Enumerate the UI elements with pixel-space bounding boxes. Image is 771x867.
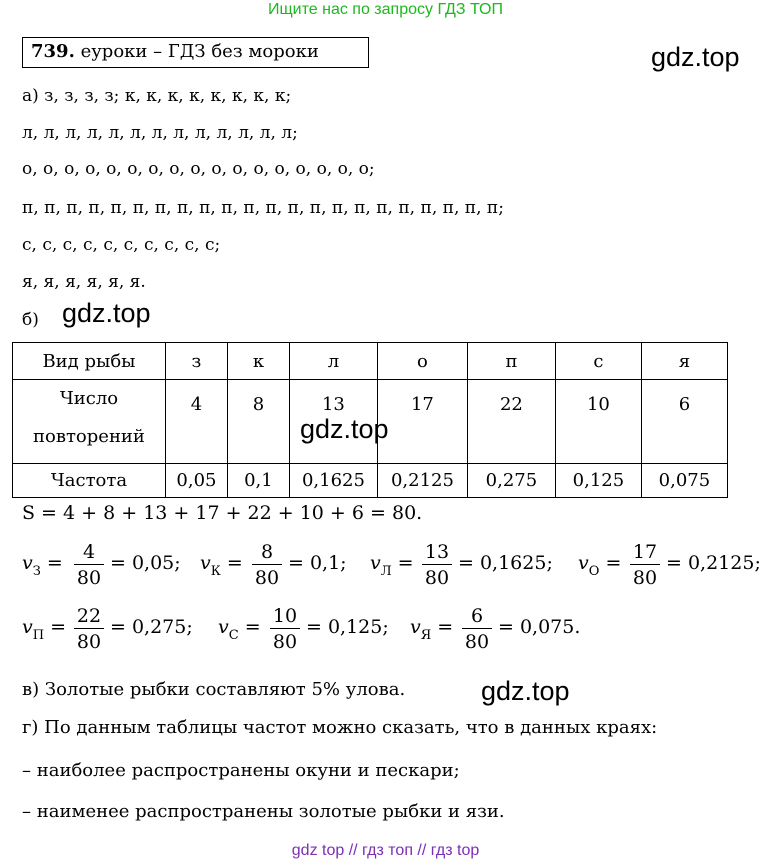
equals-sign: = <box>431 616 454 638</box>
fraction <box>630 540 660 591</box>
watermark: gdz.top <box>481 676 570 706</box>
variable-symbol: v <box>22 552 33 574</box>
table-cell: 22 <box>467 380 555 464</box>
frequency-row-label: Частота <box>13 464 166 498</box>
table-cell: 4 <box>165 380 227 464</box>
table-cell: 0,1625 <box>289 464 377 498</box>
equals-sign: = <box>238 616 261 638</box>
fraction-result: = 0,05; <box>110 552 181 574</box>
table-header-cell: л <box>289 343 377 380</box>
variable-symbol: v <box>410 616 421 638</box>
fraction-result: = 0,1; <box>288 552 347 574</box>
table-header-cell: с <box>555 343 641 380</box>
fraction-result: = 0,1625; <box>458 552 553 574</box>
frequency-variable <box>218 616 261 643</box>
variable-subscript: П <box>32 628 45 643</box>
fraction-numerator: 22 <box>76 605 102 627</box>
table-cell: 8 <box>227 380 289 464</box>
variable-subscript: Я <box>420 628 432 643</box>
table-header-cell: я <box>641 343 727 380</box>
footer-links[interactable]: gdz top // гдз топ // гдз top <box>291 842 480 859</box>
fraction-numerator: 17 <box>632 541 658 563</box>
variable-symbol: v <box>578 552 589 574</box>
table-header-cell: з <box>165 343 227 380</box>
part-a-line-1: а) з, з, з, з; к, к, к, к, к, к, к, к; <box>22 86 292 106</box>
table-cell: 17 <box>377 380 467 464</box>
variable-symbol: v <box>218 616 229 638</box>
part-c-text: в) Золотые рыбки составляют 5% улова. <box>22 679 406 700</box>
part-a-line-3: о, о, о, о, о, о, о, о, о, о, о, о, о, о, о, о, о; <box>22 159 375 179</box>
fraction-denominator: 80 <box>464 631 490 653</box>
table-header-cell: п <box>467 343 555 380</box>
equals-sign: = <box>599 552 622 574</box>
fraction-result: = 0,275; <box>110 616 193 638</box>
part-d-intro: г) По данным таблицы частот можно сказать, что в данных краях: <box>22 717 658 738</box>
counts-row-label: Число повторений <box>13 380 166 464</box>
fraction-numerator: 4 <box>82 541 96 563</box>
exercise-title <box>22 37 369 68</box>
fraction-denominator: 80 <box>424 567 450 589</box>
fraction-denominator: 80 <box>272 631 298 653</box>
frequency-variable <box>200 552 243 579</box>
table-cell: 0,275 <box>467 464 555 498</box>
table-cell: 0,1 <box>227 464 289 498</box>
frequency-variable <box>578 552 622 579</box>
part-a-line-5: с, с, с, с, с, с, с, с, с, с; <box>22 235 221 255</box>
fraction <box>74 604 104 655</box>
equals-sign: = <box>40 552 63 574</box>
fraction <box>252 540 282 591</box>
table-frequency-row <box>13 464 728 498</box>
variable-subscript: О <box>588 564 600 579</box>
table-cell: 6 <box>641 380 727 464</box>
table-cell: 0,05 <box>165 464 227 498</box>
frequency-variable <box>410 616 454 643</box>
top-banner[interactable]: Ищите нас по запросу ГДЗ ТОП <box>268 1 503 18</box>
fraction <box>270 604 300 655</box>
variable-subscript: К <box>210 564 221 579</box>
watermark: gdz.top <box>62 298 151 328</box>
part-d-bullet-1: – наиболее распространены окуни и пескари; <box>22 760 460 781</box>
fraction-denominator: 80 <box>76 567 102 589</box>
table-cell: 0,2125 <box>377 464 467 498</box>
fraction <box>462 604 492 655</box>
frequency-variable <box>22 552 63 579</box>
table-cell: 0,075 <box>641 464 727 498</box>
variable-subscript: С <box>228 628 239 643</box>
variable-subscript: З <box>32 564 41 579</box>
watermark: gdz.top <box>651 42 740 72</box>
part-b-label: б) <box>22 310 39 330</box>
frequency-variable <box>370 552 414 579</box>
variable-symbol: v <box>22 616 33 638</box>
watermark: gdz.top <box>300 414 389 444</box>
table-cell: 10 <box>555 380 641 464</box>
fraction-result: = 0,2125; <box>666 552 761 574</box>
exercise-number: 739. <box>31 41 75 62</box>
frequency-variable <box>22 616 67 643</box>
fraction-denominator: 80 <box>254 567 280 589</box>
equals-sign: = <box>220 552 243 574</box>
table-header-cell: к <box>227 343 289 380</box>
equals-sign: = <box>44 616 67 638</box>
variable-symbol: v <box>370 552 381 574</box>
fraction-numerator: 13 <box>424 541 450 563</box>
part-a-line-6: я, я, я, я, я, я. <box>22 272 146 292</box>
fraction-numerator: 8 <box>260 541 274 563</box>
fraction <box>74 540 104 591</box>
fraction-result: = 0,125; <box>306 616 389 638</box>
equals-sign: = <box>391 552 414 574</box>
exercise-source: еуроки – ГДЗ без мороки <box>74 41 319 62</box>
table-header-cell: о <box>377 343 467 380</box>
fraction-denominator: 80 <box>76 631 102 653</box>
fraction-denominator: 80 <box>632 567 658 589</box>
variable-symbol: v <box>200 552 211 574</box>
part-d-bullet-2: – наименее распространены золотые рыбки и язи. <box>22 801 505 822</box>
sum-equation: S = 4 + 8 + 13 + 17 + 22 + 10 + 6 = 80. <box>22 502 423 524</box>
fraction-numerator: 6 <box>470 605 484 627</box>
part-a-line-4: п, п, п, п, п, п, п, п, п, п, п, п, п, п, п, п, п, п, п, п, п, п; <box>22 198 504 218</box>
table-cell: 13 <box>289 380 377 464</box>
fraction <box>422 540 452 591</box>
variable-subscript: Л <box>380 564 392 579</box>
table-header-cell: Вид рыбы <box>13 343 166 380</box>
table-cell: 0,125 <box>555 464 641 498</box>
fraction-result: = 0,075. <box>498 616 581 638</box>
table-header-row <box>13 343 728 380</box>
fraction-numerator: 10 <box>272 605 298 627</box>
part-a-line-2: л, л, л, л, л, л, л, л, л, л, л, л, л; <box>22 123 298 143</box>
